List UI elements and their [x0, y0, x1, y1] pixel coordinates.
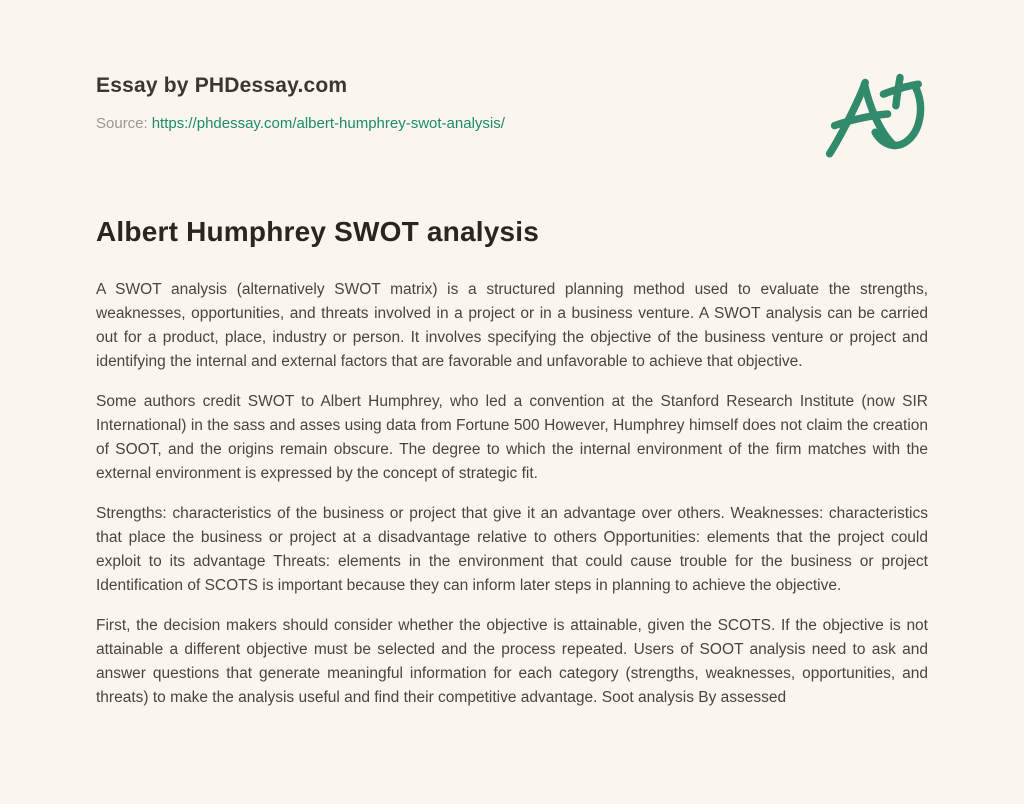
brand-title: Essay by PHDessay.com [96, 74, 348, 97]
essay-body [96, 278, 928, 710]
essay-paragraph-2: Some authors credit SWOT to Albert Humphrey, who led a convention at the Stanford Research Institute (now SIR International) in the sass and asses using data from Fortune 500 However, Humphrey himself does not claim the creation of SOOT, and the origins remain obscure. The degree to which the internal environment of the firm matches with the external environment is expressed by the concept of strategic fit. [96, 393, 928, 482]
essay-paragraph-3: Strengths: characteristics of the business or project that give it an advantage over others. Weaknesses: characteristics that place the business or project at a disadvantage relative to others Opportunities: elements that the project could exploit to its advantage Threats: elements in the environment that could cause trouble for the business or project Identification of SCOTS is important because they can inform later steps in planning to achieve the objective. [96, 505, 928, 594]
essay-paragraph-4: First, the decision makers should consider whether the objective is attainable, given the SCOTS. If the objective is not attainable a different objective must be selected and the process repeated. Users of SOOT analysis need to ask and answer questions that generate meaningful information for each category (strengths, weaknesses, opportunities, and threats) to make the analysis useful and find their competitive advantage. Soot analysis By assessed [96, 617, 928, 706]
source-link[interactable]: https://phdessay.com/albert-humphrey-swot-analysis/ [151, 115, 505, 132]
source-line [96, 115, 928, 132]
essay-paragraph-1: A SWOT analysis (alternatively SWOT matrix) is a structured planning method used to evaluate the strengths, weaknesses, opportunities, and threats involved in a project or in a business venture. A SWOT analysis can be carried out for a product, place, industry or person. It involves specifying the objective of the business venture or project and identifying the internal and external factors that are favorable and unfavorable to achieve that objective. [96, 281, 928, 370]
source-label: Source: [96, 115, 148, 132]
essay-title: Albert Humphrey SWOT analysis [96, 216, 540, 247]
essay-content [96, 0, 928, 710]
